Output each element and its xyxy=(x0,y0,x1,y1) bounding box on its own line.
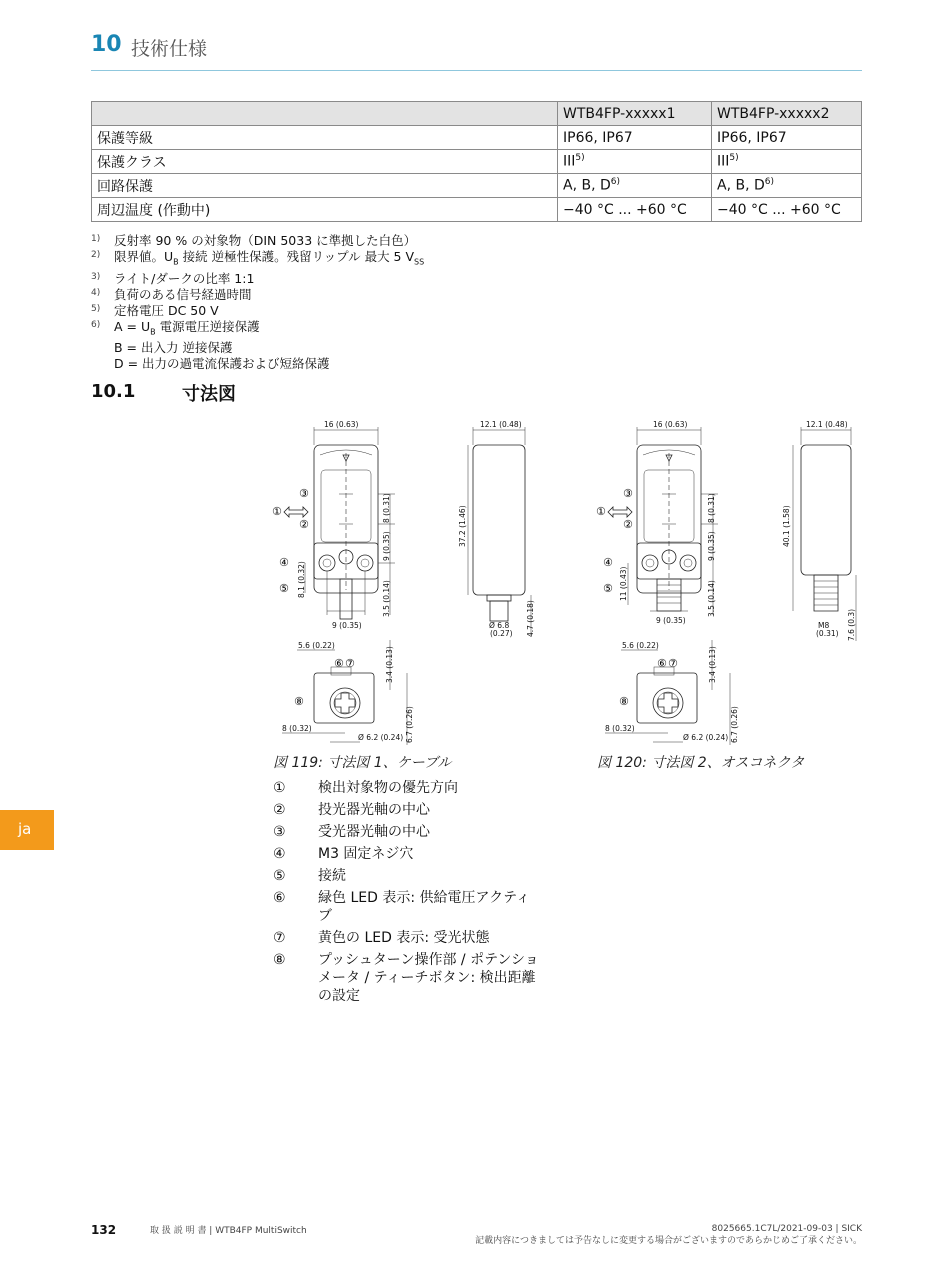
footnote-ref: 6) xyxy=(764,177,775,188)
mount-hole-right-inner xyxy=(361,559,369,567)
footnote-ref: 6) xyxy=(610,177,621,188)
marker-8: ⑧ xyxy=(619,695,629,708)
dim-label: 9 (0.35) xyxy=(656,616,686,625)
adjust-knob xyxy=(653,688,683,718)
table-row xyxy=(92,174,862,198)
knob-cross-icon xyxy=(658,693,678,713)
row-value xyxy=(712,150,862,174)
marker-6: ⑥ xyxy=(334,657,344,670)
marker-6: ⑥ xyxy=(657,657,667,670)
mount-hole-left-inner xyxy=(646,559,654,567)
dim-label: Ø 6.2 (0.24) xyxy=(358,733,404,742)
list-item xyxy=(273,951,543,1005)
legend-text: プッシュターン操作部 / ポテンショメータ / ティーチボタン: 検出距離の設定 xyxy=(318,952,539,1004)
marker-4: ④ xyxy=(279,556,289,569)
legend-text: 緑色 LED 表示: 供給電圧アクティブ xyxy=(318,890,530,924)
dim-label: 3.5 (0.14) xyxy=(382,580,391,617)
chapter-title: 技術仕様 xyxy=(131,38,208,60)
table-header-cell xyxy=(92,102,558,126)
footnote xyxy=(91,271,424,287)
dim-label: Ø 6.8 xyxy=(489,621,510,630)
fn-part: 電源電圧逆接保護 xyxy=(155,318,260,334)
row-value xyxy=(558,198,712,222)
table-row xyxy=(92,126,862,150)
marker-2: ② xyxy=(623,518,633,531)
value-text: IP66, IP67 xyxy=(563,129,633,146)
footnote-ref: 5) xyxy=(729,153,739,164)
footnote-number: 4) xyxy=(91,287,101,298)
list-item xyxy=(273,801,543,819)
language-tab xyxy=(0,810,54,850)
dim-label: 8 (0.31) xyxy=(707,493,716,523)
marker-7: ⑦ xyxy=(668,657,678,670)
row-label: 保護等級 xyxy=(92,126,558,150)
marker-5: ⑤ xyxy=(279,582,289,595)
dim-label: 8.1 (0.32) xyxy=(297,561,306,598)
footer-right xyxy=(475,1223,862,1247)
dim-label: 4.7 (0.18) xyxy=(526,600,535,637)
list-item xyxy=(273,845,543,863)
legend-marker: ④ xyxy=(273,846,286,862)
row-value xyxy=(712,198,862,222)
top-housing xyxy=(637,673,697,723)
dim-label: 9 (0.35) xyxy=(707,531,716,561)
footnote-text: ライト/ダークの比率 1:1 xyxy=(114,270,255,286)
legend-marker: ⑤ xyxy=(273,868,286,884)
legend-text: M3 固定ネジ穴 xyxy=(318,846,414,862)
legend-text: 受光器光軸の中心 xyxy=(318,824,430,840)
footnote-ref: 5) xyxy=(575,153,585,164)
adjust-knob-inner xyxy=(657,692,679,714)
footer-doc-title: 取 扱 説 明 書 | WTB4FP MultiSwitch xyxy=(150,1226,307,1236)
marker-8: ⑧ xyxy=(294,695,304,708)
row-value xyxy=(558,126,712,150)
value-text: −40 °C ... +60 °C xyxy=(563,201,687,218)
dim-label: 8 (0.32) xyxy=(282,724,312,733)
marker-2: ② xyxy=(299,518,309,531)
legend-marker: ⑥ xyxy=(273,890,286,906)
dim-label: 6.7 (0.26) xyxy=(405,706,414,743)
mount-hole-right xyxy=(680,555,696,571)
footer-doc-id: 8025665.1C7L/2021-09-03 | SICK xyxy=(711,1224,862,1234)
dim-label: 9 (0.35) xyxy=(332,621,362,630)
adjust-knob-inner xyxy=(334,692,356,714)
dim-label: 3.5 (0.14) xyxy=(707,580,716,617)
footnote-continuation: D = 出力の過電流保護および短絡保護 xyxy=(114,356,330,371)
footnote xyxy=(91,233,424,249)
legend-text: 投光器光軸の中心 xyxy=(318,802,430,818)
list-item xyxy=(273,867,543,885)
footnote-number: 2) xyxy=(91,250,101,260)
direction-arrow-icon xyxy=(608,507,632,517)
fn-part: 限界値。U xyxy=(114,249,174,264)
value-text: IP66, IP67 xyxy=(717,129,787,146)
footnote xyxy=(91,303,424,319)
row-value xyxy=(712,174,862,198)
footnote-text: 定格電圧 DC 50 V xyxy=(114,302,219,318)
fn-part: 接続 逆極性保護。残留リップル 最大 5 V xyxy=(178,249,415,264)
mount-hole-right-inner xyxy=(684,559,692,567)
side-housing xyxy=(473,445,525,595)
figure-caption-119: 図 119: 寸法図 1、ケーブル xyxy=(273,755,452,771)
value-text: A, B, D xyxy=(717,177,765,194)
table-header-cell: WTB4FP-xxxxx2 xyxy=(712,102,862,126)
dim-label: Ø 6.2 (0.24) xyxy=(683,733,729,742)
row-label: 周辺温度 (作動中) xyxy=(92,198,558,222)
footnote-number: 3) xyxy=(91,271,101,282)
dim-label: 12.1 (0.48) xyxy=(806,420,848,429)
adjust-knob xyxy=(330,688,360,718)
list-item xyxy=(273,929,543,947)
footnote xyxy=(91,249,424,271)
dim-label: 8 (0.31) xyxy=(382,493,391,523)
side-housing xyxy=(801,445,851,575)
legend-marker: ① xyxy=(273,780,286,796)
legend-text: 接続 xyxy=(318,868,346,884)
value-text: III xyxy=(717,153,730,170)
footnote-number: 6) xyxy=(91,319,101,330)
mount-hole-left-inner xyxy=(323,559,331,567)
value-text: A, B, D xyxy=(563,177,611,194)
table-header-row xyxy=(92,102,862,126)
row-value xyxy=(558,174,712,198)
figure-caption-120: 図 120: 寸法図 2、オスコネクタ xyxy=(597,755,805,771)
marker-1: ① xyxy=(272,505,282,518)
fn-sub: B xyxy=(150,327,156,336)
side-cable xyxy=(490,601,508,621)
footnote-continuation: B = 出入力 逆接保護 xyxy=(114,340,233,355)
dim-label: 40.1 (1.58) xyxy=(782,505,791,547)
dim-label: 5.6 (0.22) xyxy=(622,641,659,650)
table-row xyxy=(92,150,862,174)
dim-label: 37.2 (1.46) xyxy=(458,505,467,547)
mount-hole-right xyxy=(357,555,373,571)
side-nut xyxy=(487,595,511,601)
marker-3: ③ xyxy=(623,487,633,500)
marker-5: ⑤ xyxy=(603,582,613,595)
dim-label: 9 (0.35) xyxy=(382,531,391,561)
page-number: 132 xyxy=(91,1223,117,1237)
connector-thread xyxy=(657,585,681,603)
marker-4: ④ xyxy=(603,556,613,569)
dim-label: 16 (0.63) xyxy=(324,420,359,429)
dim-label: 7.6 (0.3) xyxy=(847,608,856,641)
footnotes xyxy=(91,233,424,372)
dim-label: 8 (0.32) xyxy=(605,724,635,733)
dim-label: (0.27) xyxy=(490,629,513,638)
dimension-drawing-cable xyxy=(265,415,555,745)
dim-label: 5.6 (0.22) xyxy=(298,641,335,650)
side-connector-thread xyxy=(814,581,838,605)
language-label: ja xyxy=(18,820,32,838)
marker-3: ③ xyxy=(299,487,309,500)
table-row xyxy=(92,198,862,222)
fn-sub: B xyxy=(173,257,179,267)
chapter-header xyxy=(91,30,862,71)
row-value xyxy=(558,150,712,174)
value-text: III xyxy=(563,153,576,170)
fn-part: A = U xyxy=(114,318,151,334)
dim-label: (0.31) xyxy=(816,629,839,638)
row-label: 保護クラス xyxy=(92,150,558,174)
direction-arrow-icon xyxy=(284,507,308,517)
list-item xyxy=(273,889,543,925)
top-housing xyxy=(314,673,374,723)
footnote xyxy=(91,319,424,341)
dim-label: 11 (0.43) xyxy=(619,566,628,601)
list-item xyxy=(273,823,543,841)
section-number: 10.1 xyxy=(91,381,136,402)
spec-table xyxy=(91,101,862,222)
legend-marker: ⑧ xyxy=(273,952,286,968)
footnote-text xyxy=(114,319,260,334)
dim-label: 16 (0.63) xyxy=(653,420,688,429)
knob-cross-icon xyxy=(335,693,355,713)
legend-text: 検出対象物の優先方向 xyxy=(318,780,458,796)
mount-hole-left xyxy=(642,555,658,571)
dimension-drawing-connector xyxy=(588,415,868,745)
dim-label: 3.4 (0.13) xyxy=(385,646,394,683)
row-value xyxy=(712,126,862,150)
footer-disclaimer: 記載内容につきましては予告なしに変更する場合がございますのであらかじめご了承ください。 xyxy=(475,1236,862,1246)
section-title: 寸法図 xyxy=(182,384,236,405)
table-header-cell: WTB4FP-xxxxx1 xyxy=(558,102,712,126)
legend-marker: ⑦ xyxy=(273,930,286,946)
chapter-number: 10 xyxy=(91,32,122,57)
fn-sub: SS xyxy=(414,257,425,267)
footnote-text: 負荷のある信号経過時間 xyxy=(114,286,252,302)
dim-label: 12.1 (0.48) xyxy=(480,420,522,429)
footnote-number: 5) xyxy=(91,303,101,314)
legend-marker: ③ xyxy=(273,824,286,840)
footnote xyxy=(91,287,424,303)
footnote-text: 反射率 90 % の対象物（DIN 5033 に準拠した白色） xyxy=(114,233,417,248)
list-item xyxy=(273,779,543,797)
legend-list xyxy=(273,779,543,1009)
legend-text: 黄色の LED 表示: 受光状態 xyxy=(318,930,490,946)
mount-hole-left xyxy=(319,555,335,571)
dim-label: M8 xyxy=(818,621,830,630)
footnote-number: 1) xyxy=(91,234,101,244)
legend-marker: ② xyxy=(273,802,286,818)
value-text: −40 °C ... +60 °C xyxy=(717,201,841,218)
dim-label: 3.4 (0.13) xyxy=(708,646,717,683)
dim-label: 6.7 (0.26) xyxy=(730,706,739,743)
marker-7: ⑦ xyxy=(345,657,355,670)
row-label: 回路保護 xyxy=(92,174,558,198)
marker-1: ① xyxy=(596,505,606,518)
footnote-text xyxy=(114,249,425,267)
